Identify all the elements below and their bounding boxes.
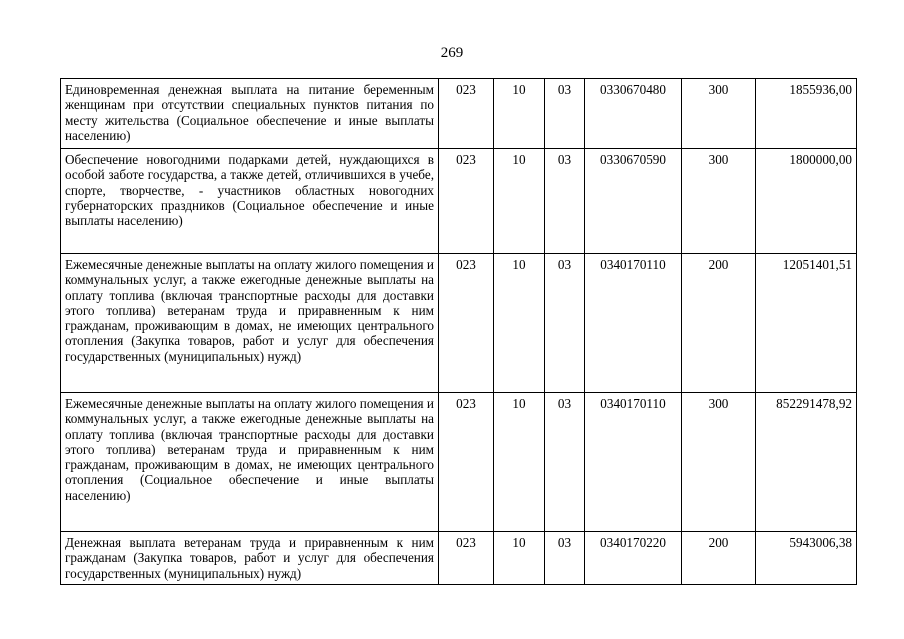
row-description: Ежемесячные денежные выплаты на оплату жилого помещения и коммунальных услуг, а также ежегодные денежные выплаты на оплату топлива (включая транспортные расходы для доставки этого топлива) ветеранам труда и приравненным к ним гражданам, проживающим в домах, не имеющих центрального отопления (Закупка товаров, работ и услуг для обеспечения государственных (муниципальных) нужд) (61, 254, 439, 393)
row-subsection-code: 03 (545, 532, 585, 585)
row-expense-type: 200 (682, 254, 756, 393)
row-grbs-code: 023 (439, 149, 494, 254)
row-grbs-code: 023 (439, 254, 494, 393)
row-section-code: 10 (494, 149, 545, 254)
row-subsection-code: 03 (545, 254, 585, 393)
row-amount: 852291478,92 (756, 393, 857, 532)
row-description: Единовременная денежная выплата на питание беременным женщинам при отсутствии специальных пунктов питания по месту жительства (Социальное обеспечение и иные выплаты населению) (61, 79, 439, 149)
row-subsection-code: 03 (545, 393, 585, 532)
row-amount: 1800000,00 (756, 149, 857, 254)
row-target-article: 0330670480 (585, 79, 682, 149)
row-target-article: 0340170110 (585, 254, 682, 393)
row-description: Обеспечение новогодними подарками детей, нуждающихся в особой заботе государства, а также детей, отличившихся в учебе, спорте, творчестве, - участников областных новогодних губернаторских праздников (Социальное обеспечение и иные выплаты населению) (61, 149, 439, 254)
table-row (61, 393, 857, 532)
row-amount: 5943006,38 (756, 532, 857, 585)
row-description: Ежемесячные денежные выплаты на оплату жилого помещения и коммунальных услуг, а также ежегодные денежные выплаты на оплату топлива (включая транспортные расходы для доставки этого топлива) ветеранам труда и приравненным к ним гражданам, проживающим в домах, не имеющих центрального отопления (Социальное обеспечение и иные выплаты населению) (61, 393, 439, 532)
page-number: 269 (440, 45, 464, 61)
row-expense-type: 300 (682, 393, 756, 532)
row-subsection-code: 03 (545, 79, 585, 149)
row-expense-type: 300 (682, 149, 756, 254)
table-row (61, 532, 857, 585)
row-amount: 1855936,00 (756, 79, 857, 149)
row-target-article: 0340170220 (585, 532, 682, 585)
row-grbs-code: 023 (439, 79, 494, 149)
row-expense-type: 300 (682, 79, 756, 149)
row-grbs-code: 023 (439, 393, 494, 532)
table-row (61, 149, 857, 254)
row-grbs-code: 023 (439, 532, 494, 585)
row-subsection-code: 03 (545, 149, 585, 254)
table-row (61, 254, 857, 393)
row-expense-type: 200 (682, 532, 756, 585)
row-description: Денежная выплата ветеранам труда и приравненным к ним гражданам (Закупка товаров, работ и услуг для обеспечения государственных (муниципальных) нужд) (61, 532, 439, 585)
row-section-code: 10 (494, 254, 545, 393)
row-section-code: 10 (494, 532, 545, 585)
row-target-article: 0340170110 (585, 393, 682, 532)
row-section-code: 10 (494, 79, 545, 149)
row-section-code: 10 (494, 393, 545, 532)
table-row (61, 79, 857, 149)
row-target-article: 0330670590 (585, 149, 682, 254)
row-amount: 12051401,51 (756, 254, 857, 393)
budget-table (60, 78, 857, 585)
